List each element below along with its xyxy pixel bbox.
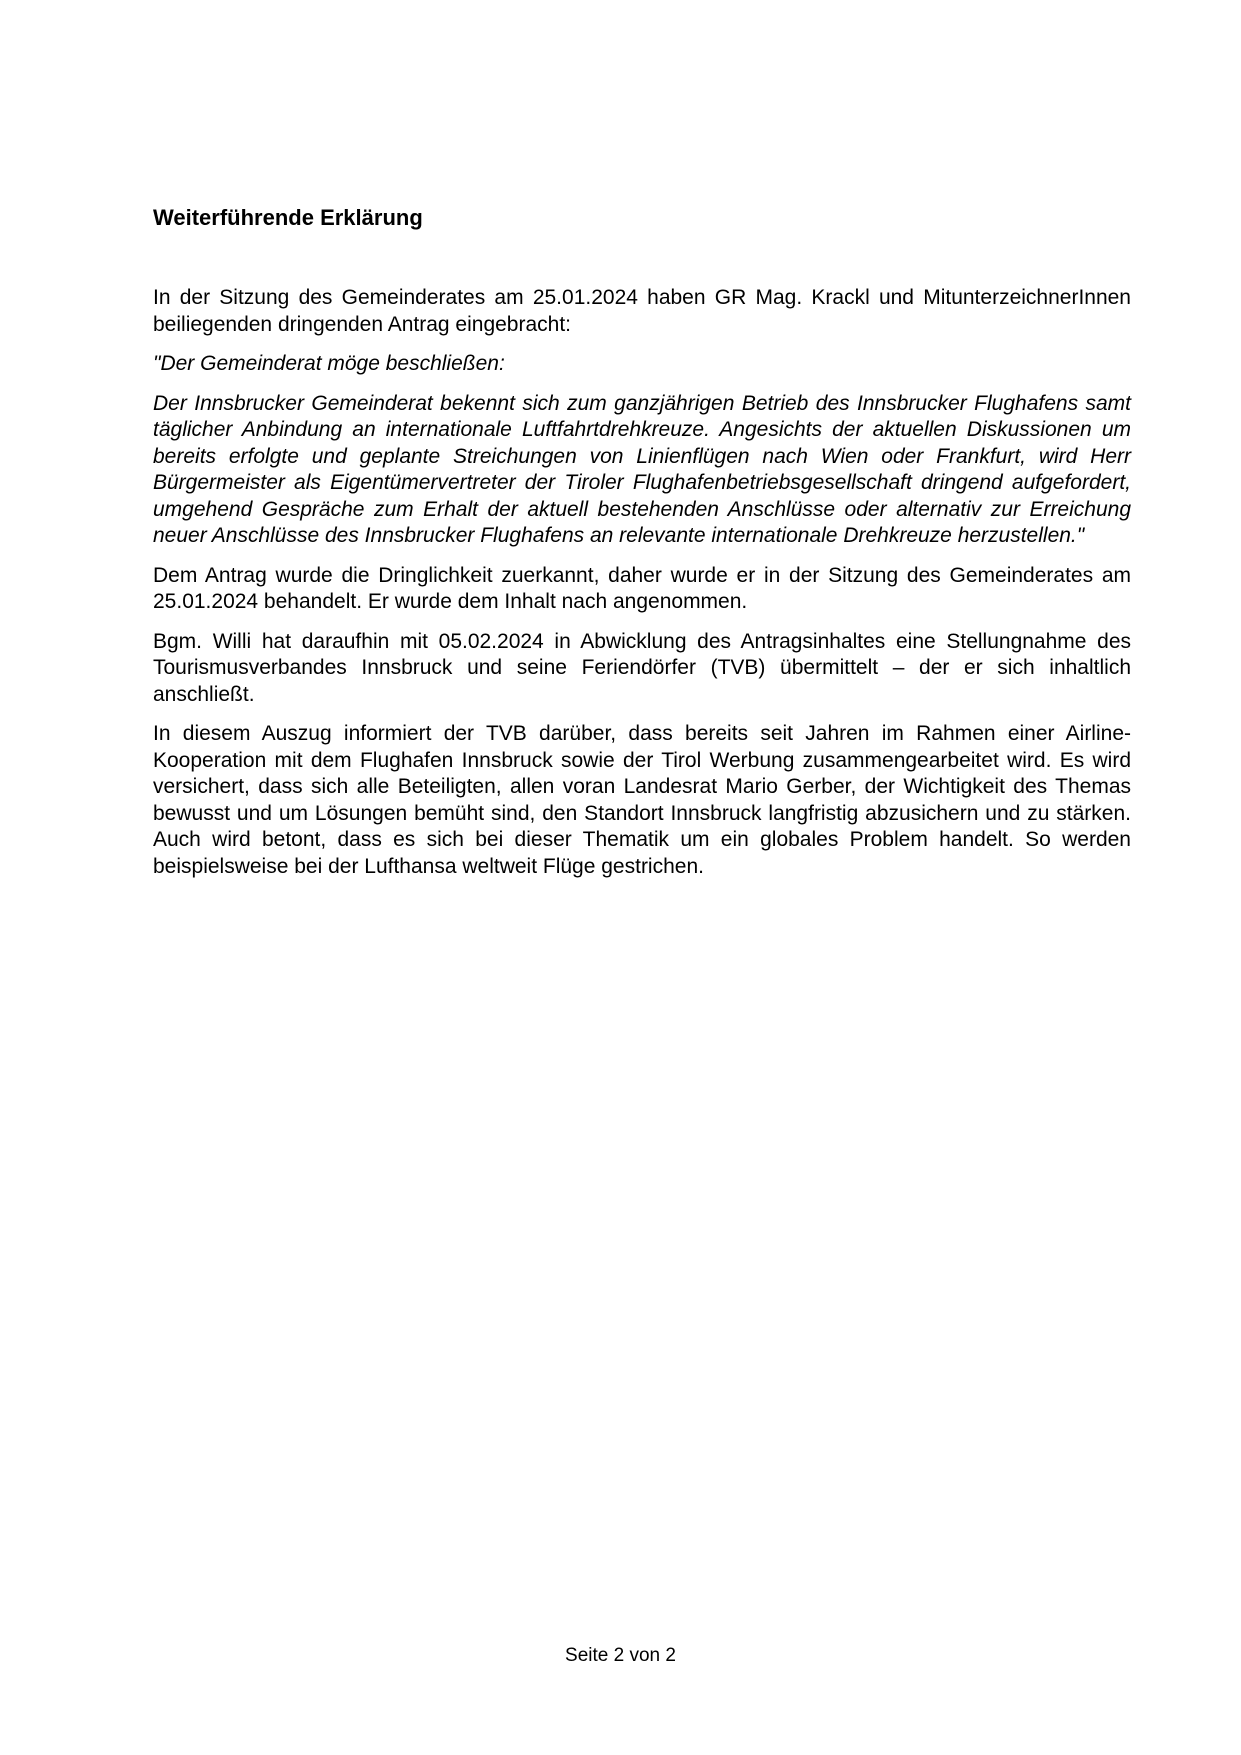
section-heading: Weiterführende Erklärung: [153, 205, 423, 230]
document-body: [153, 204, 1131, 880]
mayor-statement-paragraph: Bgm. Willi hat daraufhin mit 05.02.2024 in Abwicklung des Antragsinhaltes eine Stellungnahme des Tourismusverbandes Innsbruck und seine Feriendörfer (TVB) übermittelt – der er sich inhaltlich anschließt.: [153, 629, 1131, 706]
tvb-summary-paragraph: In diesem Auszug informiert der TVB darüber, dass bereits seit Jahren im Rahmen einer Airline-Kooperation mit dem Flughafen Innsbruck sowie der Tirol Werbung zusammengearbeitet wird. Es wird versichert, dass sich alle Beteiligten, allen voran Landesrat Mario Gerber, der Wichtigkeit des Themas bewusst und um Lösungen bemüht sind, den Standort Innsbruck langfristig abzusichern und zu stärken. Auch wird betont, dass es sich bei dieser Thematik um ein globales Problem handelt. So werden beispielsweise bei der Lufthansa weltweit Flüge gestrichen.: [153, 722, 1131, 878]
page-number-footer: Seite 2 von 2: [565, 1645, 676, 1666]
motion-quote-intro: "Der Gemeinderat möge beschließen:: [153, 352, 505, 375]
intro-paragraph: In der Sitzung des Gemeinderates am 25.01.2024 haben GR Mag. Krackl und MitunterzeichnerInnen beiliegenden dringenden Antrag eingebracht:: [153, 286, 1131, 336]
motion-quote-body: Der Innsbrucker Gemeinderat bekennt sich zum ganzjährigen Betrieb des Innsbrucker Flughafens samt täglicher Anbindung an internationale Luftfahrtdrehkreuze. Angesichts der aktuellen Diskussionen um bereits erfolgte und geplante Streichungen von Linienflügen nach Wien oder Frankfurt, wird Herr Bürgermeister als Eigentümervertreter der Tiroler Flughafenbetriebsgesellschaft dringend aufgefordert, umgehend Gespräche zum Erhalt der aktuell bestehenden Anschlüsse oder alternativ zur Erreichung neuer Anschlüsse des Innsbrucker Flughafens an relevante internationale Drehkreuze herzustellen.": [153, 391, 1131, 547]
urgency-paragraph: Dem Antrag wurde die Dringlichkeit zuerkannt, daher wurde er in der Sitzung des Gemeinderates am 25.01.2024 behandelt. Er wurde dem Inhalt nach angenommen.: [153, 563, 1131, 613]
